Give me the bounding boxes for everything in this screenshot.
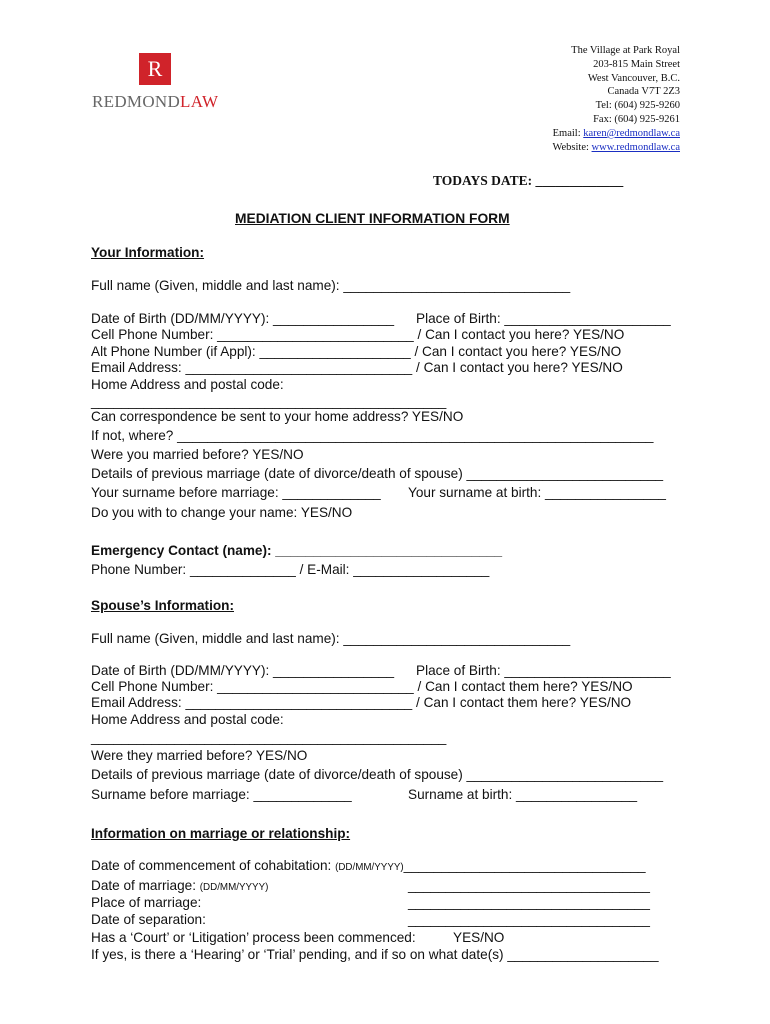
marriage-info-heading: Information on marriage or relationship: (91, 826, 351, 841)
marriage-date-format: (DD/MM/YYYY) (199, 882, 269, 893)
your-dob: Date of Birth (DD/MM/YYYY): ________________ (91, 311, 395, 326)
spouse-place-of-birth: Place of Birth: ______________________ (416, 663, 671, 678)
your-info-heading: Your Information: (91, 245, 205, 260)
spouse-surname-before: Surname before marriage: _____________ (91, 787, 352, 802)
your-married-before: Were you married before? YES/NO (91, 447, 304, 462)
cohabitation-label: Date of commencement of cohabitation: (91, 858, 336, 873)
todays-date: TODAYS DATE: _____________ (433, 173, 624, 188)
separation-date-line: ________________________________ (408, 912, 650, 927)
cohabitation-line: ________________________________ (403, 858, 646, 873)
separation-date-label: Date of separation: (91, 912, 206, 927)
form-title: MEDIATION CLIENT INFORMATION FORM (235, 211, 510, 226)
address-line2: 203-815 Main Street (593, 58, 680, 70)
emergency-phone: Phone Number: ______________ / E-Mail: __________________ (91, 562, 490, 577)
firm-address (552, 44, 680, 154)
logo-name-part1: REDMOND (92, 92, 181, 111)
your-alt-phone: Alt Phone Number (if Appl): ____________________ / Can I contact you here? YES/NO (91, 344, 622, 359)
spouse-married-before: Were they married before? YES/NO (91, 748, 308, 763)
address-website-row (552, 141, 680, 155)
court-yes-no: YES/NO (453, 930, 505, 945)
hearing-pending: If yes, is there a ‘Hearing’ or ‘Trial’ pending, and if so on what date(s) ____________________ (91, 947, 659, 962)
your-surname-before: Your surname before marriage: _____________ (91, 485, 381, 500)
spouse-previous-marriage: Details of previous marriage (date of divorce/death of spouse) __________________________ (91, 767, 664, 782)
cohabitation-format: (DD/MM/YYYY) (335, 862, 404, 873)
logo-letter: R (147, 56, 163, 81)
spouse-home-address: Home Address and postal code: (91, 712, 284, 727)
email-link[interactable]: karen@redmondlaw.ca (583, 127, 680, 139)
address-fax: Fax: (604) 925-9261 (593, 113, 680, 125)
address-tel: Tel: (604) 925-9260 (595, 100, 680, 112)
cohabitation-date (91, 858, 646, 877)
logo-mark (139, 53, 171, 85)
marriage-place-line: ________________________________ (408, 895, 650, 910)
your-previous-marriage: Details of previous marriage (date of divorce/death of spouse) __________________________ (91, 466, 664, 481)
website-link[interactable]: www.redmondlaw.ca (591, 141, 680, 153)
marriage-date-line: ________________________________ (408, 878, 650, 893)
your-cell-phone: Cell Phone Number: __________________________ / Can I contact you here? YES/NO (91, 327, 625, 342)
marriage-date-label: Date of marriage: (91, 878, 200, 893)
spouse-email: Email Address: ______________________________ / Can I contact them here? YES/NO (91, 695, 632, 710)
marriage-place-label: Place of marriage: (91, 895, 202, 910)
spouse-info-heading: Spouse’s Information: (91, 598, 234, 613)
your-change-name: Do you with to change your name: YES/NO (91, 505, 353, 520)
your-place-of-birth: Place of Birth: ______________________ (416, 311, 671, 326)
your-surname-birth: Your surname at birth: ________________ (408, 485, 666, 500)
your-if-not-where: If not, where? _______________________________________________________________ (91, 428, 654, 443)
your-full-name: Full name (Given, middle and last name): ______________________________ (91, 278, 571, 293)
spouse-full-name: Full name (Given, middle and last name): ______________________________ (91, 631, 571, 646)
court-process: Has a ‘Court’ or ‘Litigation’ process been commenced: (91, 930, 416, 945)
website-label: Website: (552, 141, 592, 153)
your-home-address: Home Address and postal code: (91, 377, 284, 392)
your-correspondence: Can correspondence be sent to your home address? YES/NO (91, 409, 464, 424)
emergency-contact: Emergency Contact (name): ______________________________ (91, 543, 503, 558)
spouse-dob: Date of Birth (DD/MM/YYYY): ________________ (91, 663, 395, 678)
your-email: Email Address: ______________________________ / Can I contact you here? YES/NO (91, 360, 623, 375)
logo-wordmark (92, 92, 218, 112)
logo-name-part2: LAW (180, 92, 219, 111)
address-line4: Canada V7T 2Z3 (607, 86, 680, 98)
spouse-home-address-line: _______________________________________________ (91, 730, 447, 745)
marriage-date (91, 878, 268, 897)
your-home-address-line: _______________________________________________ (91, 394, 447, 409)
email-label: Email: (552, 127, 584, 139)
address-line3: West Vancouver, B.C. (587, 72, 680, 84)
spouse-cell-phone: Cell Phone Number: __________________________ / Can I contact them here? YES/NO (91, 679, 633, 694)
address-line1: The Village at Park Royal (571, 45, 680, 56)
address-email-row (552, 127, 680, 141)
spouse-surname-birth: Surname at birth: ________________ (408, 787, 638, 802)
